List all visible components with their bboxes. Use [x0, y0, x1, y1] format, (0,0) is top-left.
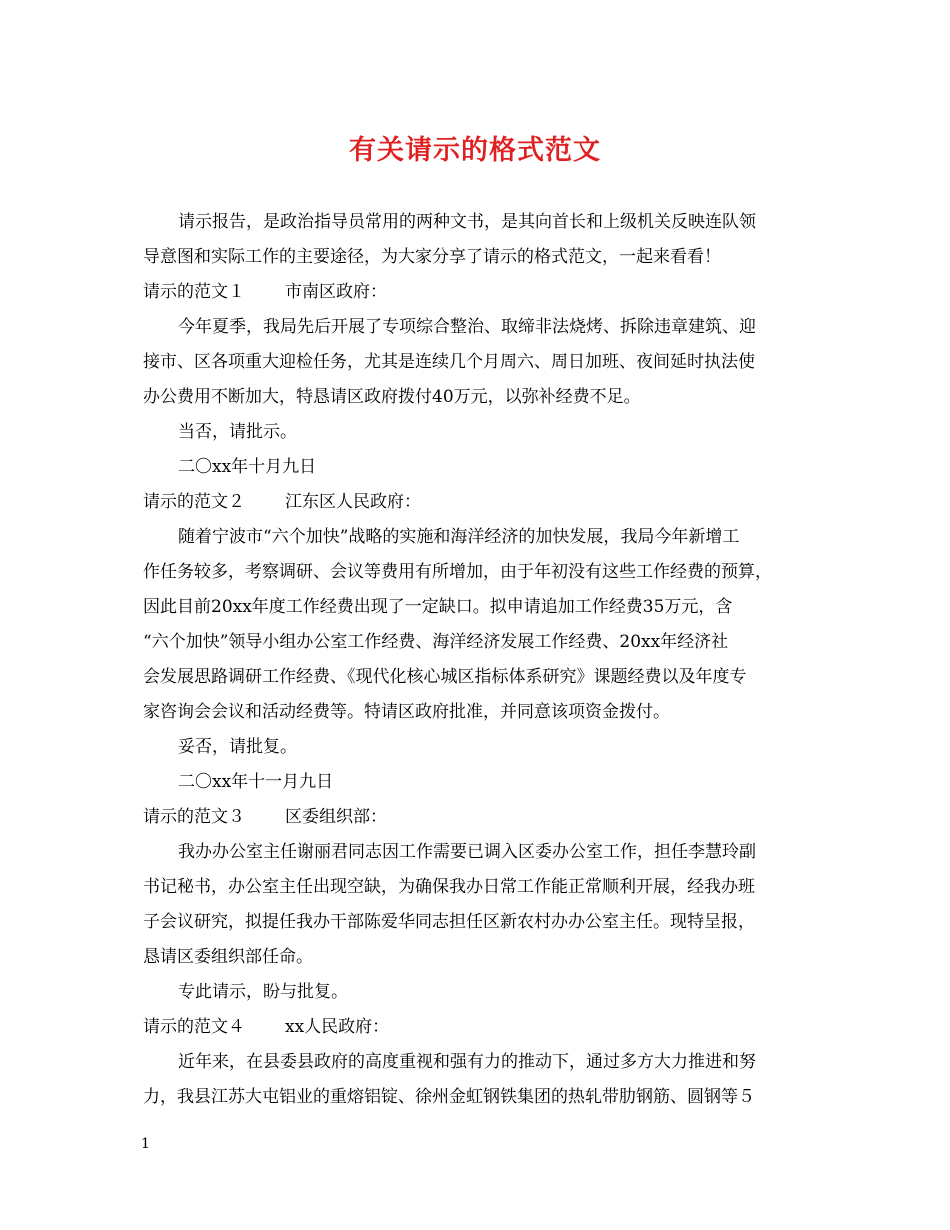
paragraph-line: 导意图和实际工作的主要途径，为大家分享了请示的格式范文，一起来看看！ — [143, 247, 721, 267]
date-line: 二〇xx年十一月九日 — [178, 772, 334, 792]
paragraph-line: 家咨询会会议和活动经费等。特请区政府批准，并同意该项资金拨付。 — [143, 702, 670, 722]
paragraph-line: 接市、区各项重大迎检任务，尤其是连续几个月周六、周日加班、夜间延时执法使 — [143, 352, 755, 372]
section-label: 请示的范文４ — [143, 1017, 245, 1037]
recipient: 市南区政府： — [285, 282, 387, 302]
page-number: 1 — [141, 1136, 150, 1152]
section-heading — [143, 280, 387, 304]
recipient: xx人民政府： — [285, 1017, 390, 1037]
section-label: 请示的范文３ — [143, 807, 245, 827]
section-label: 请示的范文２ — [143, 492, 245, 512]
paragraph-line: 我办办公室主任谢丽君同志因工作需要已调入区委办公室工作，担任李慧玲副 — [178, 842, 756, 862]
section-heading — [143, 805, 387, 829]
paragraph-line: 作任务较多，考察调研、会议等费用有所增加，由于年初没有这些工作经费的预算， — [143, 562, 772, 582]
closing-line: 妥否，请批复。 — [178, 737, 297, 757]
paragraph-line: 会发展思路调研工作经费、《现代化核心城区指标体系研究》课题经费以及年度专 — [143, 667, 747, 687]
recipient: 江东区人民政府： — [285, 492, 421, 512]
paragraph-line: 近年来，在县委县政府的高度重视和强有力的推动下，通过多方大力推进和努 — [178, 1052, 756, 1072]
section-heading — [143, 490, 421, 514]
paragraph-line: 子会议研究，拟提任我办干部陈爱华同志担任区新农村办办公室主任。现特呈报， — [143, 912, 755, 932]
paragraph-line: 因此目前20xx年度工作经费出现了一定缺口。拟申请追加工作经费35万元，含 — [143, 597, 733, 617]
paragraph-line: 书记秘书，办公室主任出现空缺，为确保我办日常工作能正常顺利开展，经我办班 — [143, 877, 755, 897]
paragraph-line: “六个加快”领导小组办公室工作经费、海洋经济发展工作经费、20xx年经济社 — [143, 632, 729, 652]
paragraph-line: 随着宁波市“六个加快”战略的实施和海洋经济的加快发展，我局今年新增工 — [178, 527, 740, 547]
closing-line: 专此请示，盼与批复。 — [178, 982, 348, 1002]
section-label: 请示的范文１ — [143, 282, 245, 302]
date-line: 二〇xx年十月九日 — [178, 457, 317, 477]
paragraph-line: 今年夏季，我局先后开展了专项综合整治、取缔非法烧烤、拆除违章建筑、迎 — [178, 317, 756, 337]
document-title: 有关请示的格式范文 — [349, 135, 601, 166]
recipient: 区委组织部： — [285, 807, 387, 827]
paragraph-line: 恳请区委组织部任命。 — [143, 947, 313, 967]
paragraph-line: 请示报告，是政治指导员常用的两种文书，是其向首长和上级机关反映连队领 — [178, 212, 756, 232]
paragraph-line: 办公费用不断加大，特恳请区政府拨付40万元，以弥补经费不足。 — [143, 387, 641, 407]
section-heading — [143, 1015, 389, 1039]
paragraph-line: 力，我县江苏大屯铝业的重熔铝锭、徐州金虹钢铁集团的热轧带肋钢筋、圆钢等５ — [143, 1087, 755, 1107]
closing-line: 当否，请批示。 — [178, 422, 297, 442]
